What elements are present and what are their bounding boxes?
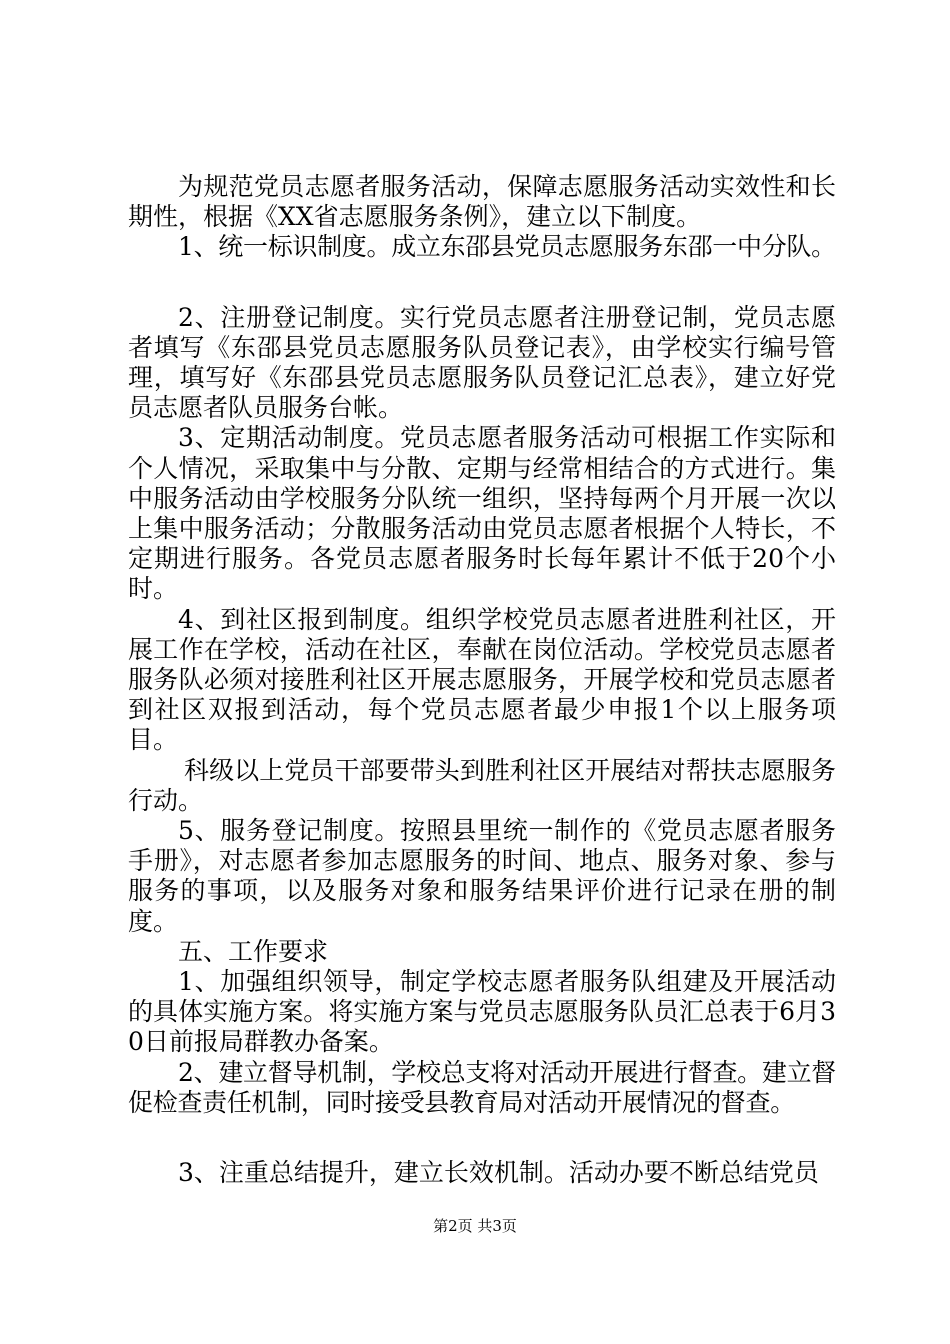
item-unified-identity: 1、统一标识制度。成立东邵县党员志愿服务东邵一中分队。 — [178, 232, 836, 262]
paragraph-gap — [128, 263, 836, 303]
document-body — [128, 172, 836, 1188]
section-heading-work-requirements: 五、工作要求 — [178, 936, 329, 966]
item-community-report: 4、到社区报到制度。组织学校党员志愿者进胜利社区，开展工作在学校，活动在社区，奉献在岗位活动。学校党员志愿者服务队必须对接胜利社区开展志愿服务，开展学校和党员志愿者到社区双报到活动，每个党员志愿者最少申报1个以上服务项目。 — [128, 604, 836, 755]
intro-paragraph: 为规范党员志愿者服务活动，保障志愿服务活动实效性和长期性，根据《XX省志愿服务条例》，建立以下制度。 — [128, 172, 836, 232]
page-number-footer: 第2页 共3页 — [433, 1217, 517, 1235]
requirement-summary: 3、注重总结提升，建立长效机制。活动办要不断总结党员 — [178, 1158, 819, 1188]
cadre-lead-paragraph: 科级以上党员干部要带头到胜利社区开展结对帮扶志愿服务行动。 — [128, 755, 836, 815]
requirement-organization: 1、加强组织领导，制定学校志愿者服务队组建及开展活动的具体实施方案。将实施方案与党员志愿服务队员汇总表于6月30日前报局群教办备案。 — [128, 967, 836, 1057]
requirement-supervision: 2、建立督导机制，学校总支将对活动开展进行督查。建立督促检查责任机制，同时接受县教育局对活动开展情况的督查。 — [128, 1057, 836, 1117]
item-registration: 2、注册登记制度。实行党员志愿者注册登记制，党员志愿者填写《东邵县党员志愿服务队员登记表》，由学校实行编号管理，填写好《东邵县党员志愿服务队员登记汇总表》，建立好党员志愿者队员服务台帐。 — [128, 302, 836, 423]
paragraph-gap — [128, 1118, 836, 1158]
item-regular-activity: 3、定期活动制度。党员志愿者服务活动可根据工作实际和个人情况，采取集中与分散、定期与经常相结合的方式进行。集中服务活动由学校服务分队统一组织，坚持每两个月开展一次以上集中服务活动；分散服务活动由党员志愿者根据个人特长，不定期进行服务。各党员志愿者服务时长每年累计不低于20个小时。 — [128, 423, 836, 604]
item-service-record: 5、服务登记制度。按照县里统一制作的《党员志愿者服务手册》，对志愿者参加志愿服务的时间、地点、服务对象、参与服务的事项，以及服务对象和服务结果评价进行记录在册的制度。 — [128, 816, 836, 936]
